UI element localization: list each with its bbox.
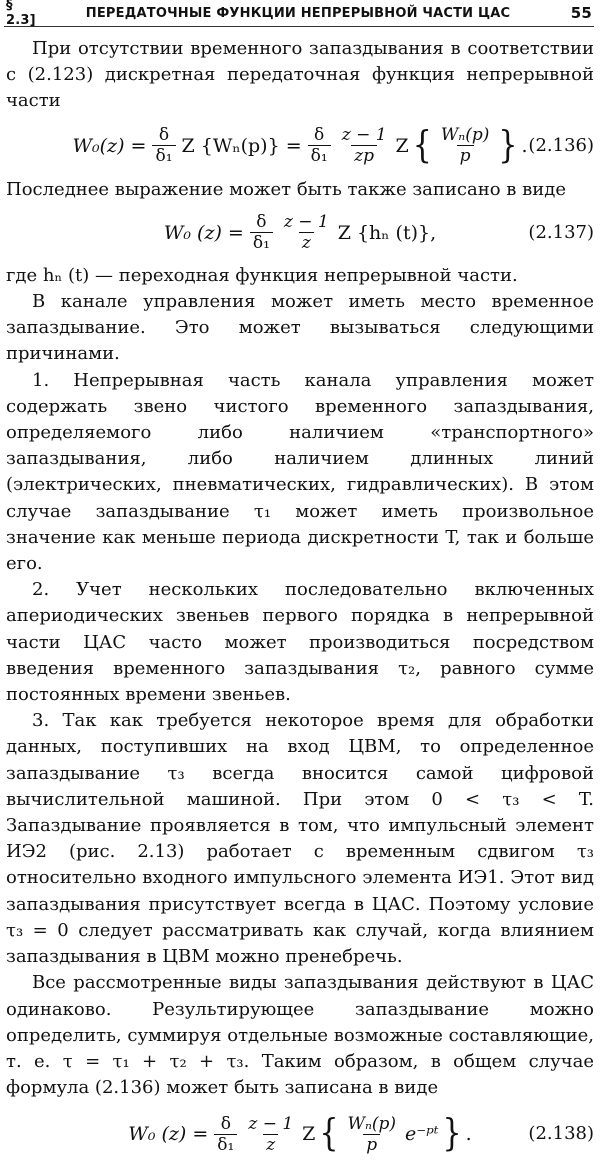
eq2-lhs: W₀ (z) = bbox=[163, 221, 244, 244]
eq1-lhs: W₀(z) = bbox=[72, 134, 147, 157]
paragraph-4: В канале управления может иметь место временное запаздывание. Это может вызываться следующими причинами. bbox=[6, 291, 594, 365]
eq3-frac-3: $\frac{\text{Wₙ(p)}}{p}$ bbox=[347, 1113, 396, 1155]
paragraph-8: Все рассмотренные виды запаздывания действуют в ЦАС одинаково. Результирующее запаздывание можно определить, суммируя отдельные возможные составляющие, т. е. τ = τ₁ + τ₂ + τ₃. Таким образом, в общем случае формула (2.136) может быть записана в виде bbox=[6, 972, 594, 1099]
eq3-brace-open: { bbox=[319, 1111, 339, 1156]
eq2-number: (2.137) bbox=[528, 221, 594, 243]
header-rule bbox=[4, 26, 594, 27]
eq3-frac-2: $\frac{z - 1}{z}$ bbox=[248, 1113, 294, 1155]
equation-2-138 bbox=[6, 1104, 594, 1164]
eq1-brace-open: { bbox=[412, 123, 432, 167]
eq1-brace-close: } bbox=[498, 123, 518, 167]
eq1-frac-3: $\frac{z - 1}{zp}$ bbox=[341, 125, 387, 167]
page-body bbox=[6, 36, 594, 1167]
eq3-number: (2.138) bbox=[528, 1123, 594, 1145]
eq3-lhs: W₀ (z) = bbox=[128, 1123, 209, 1146]
page-number: 55 bbox=[570, 4, 592, 22]
paragraph-5: 1. Непрерывная часть канала управления может содержать звено чистого временного запаздывания, определяемого либо наличием «транспортного» запаздывания, либо наличием длинных линий (электрических, пневматических, гидравлических). В этом случае запаздывание τ₁ может иметь произвольное значение как меньше периода дискретности T, так и больше его. bbox=[6, 369, 594, 575]
running-header bbox=[6, 0, 592, 26]
eq1-frac-2: $\frac{\delta}{\text{δ₁}}$ bbox=[308, 125, 331, 166]
section-ref: § 2.3] bbox=[6, 0, 36, 28]
eq1-z-transform: Z bbox=[395, 134, 409, 157]
eq1-frac-4: $\frac{\text{Wₙ(p)}}{p}$ bbox=[440, 125, 490, 167]
eq3-brace-close: } bbox=[442, 1111, 462, 1156]
paragraph-2: Последнее выражение может быть также записано в виде bbox=[6, 178, 566, 200]
paragraph-1: При отсутствии временного запаздывания в соответствии с (2.123) дискретная передаточная функция непрерывной части bbox=[6, 38, 594, 112]
eq2-frac-1: $\frac{\delta}{\text{δ₁}}$ bbox=[250, 212, 273, 253]
header-title: ПЕРЕДАТОЧНЫЕ ФУНКЦИИ НЕПРЕРЫВНОЙ ЧАСТИ ЦАС bbox=[85, 5, 511, 21]
eq3-exponential: e⁻ᵖᵗ bbox=[404, 1123, 439, 1146]
eq1-frac-1: $\frac{\delta}{\text{δ₁}}$ bbox=[152, 125, 175, 166]
eq2-frac-2: $\frac{z - 1}{z}$ bbox=[283, 212, 329, 254]
eq1-number: (2.136) bbox=[528, 134, 594, 156]
eq3-period: . bbox=[465, 1123, 472, 1146]
equation-2-137 bbox=[6, 206, 594, 260]
eq3-z-transform: Z bbox=[302, 1123, 316, 1146]
equation-2-136 bbox=[6, 118, 594, 174]
eq1-period: . bbox=[521, 134, 528, 157]
paragraph-6: 2. Учет нескольких последовательно включенных апериодических звеньев первого порядка в непрерывной части ЦАС часто может производиться посредством введения временного запаздывания τ₂, равного сумме постоянных времени звеньев. bbox=[6, 579, 594, 706]
eq1-mid: Z {Wₙ(p)} = bbox=[181, 134, 302, 157]
eq2-rest: Z {hₙ (t)}, bbox=[337, 221, 437, 244]
paragraph-7: 3. Так как требуется некоторое время для обработки данных, поступивших на вход ЦВМ, то определенное запаздывание τ₃ всегда вносится самой цифровой вычислительной машиной. При этом 0 < τ₃ < T. Запаздывание проявляется в том, что импульсный элемент ИЭ2 (рис. 2.13) работает с временным сдвигом τ₃ относительно входного импульсного элемента ИЭ1. Этот вид запаздывания присутствует всегда в ЦАС. Поэтому условие τ₃ = 0 следует рассматривать как случай, когда влиянием запаздывания в ЦВМ можно пренебречь. bbox=[6, 710, 594, 968]
paragraph-3: где hₙ (t) — переходная функция непрерывной части. bbox=[6, 264, 518, 286]
eq3-frac-1: $\frac{\delta}{\text{δ₁}}$ bbox=[214, 1114, 237, 1155]
